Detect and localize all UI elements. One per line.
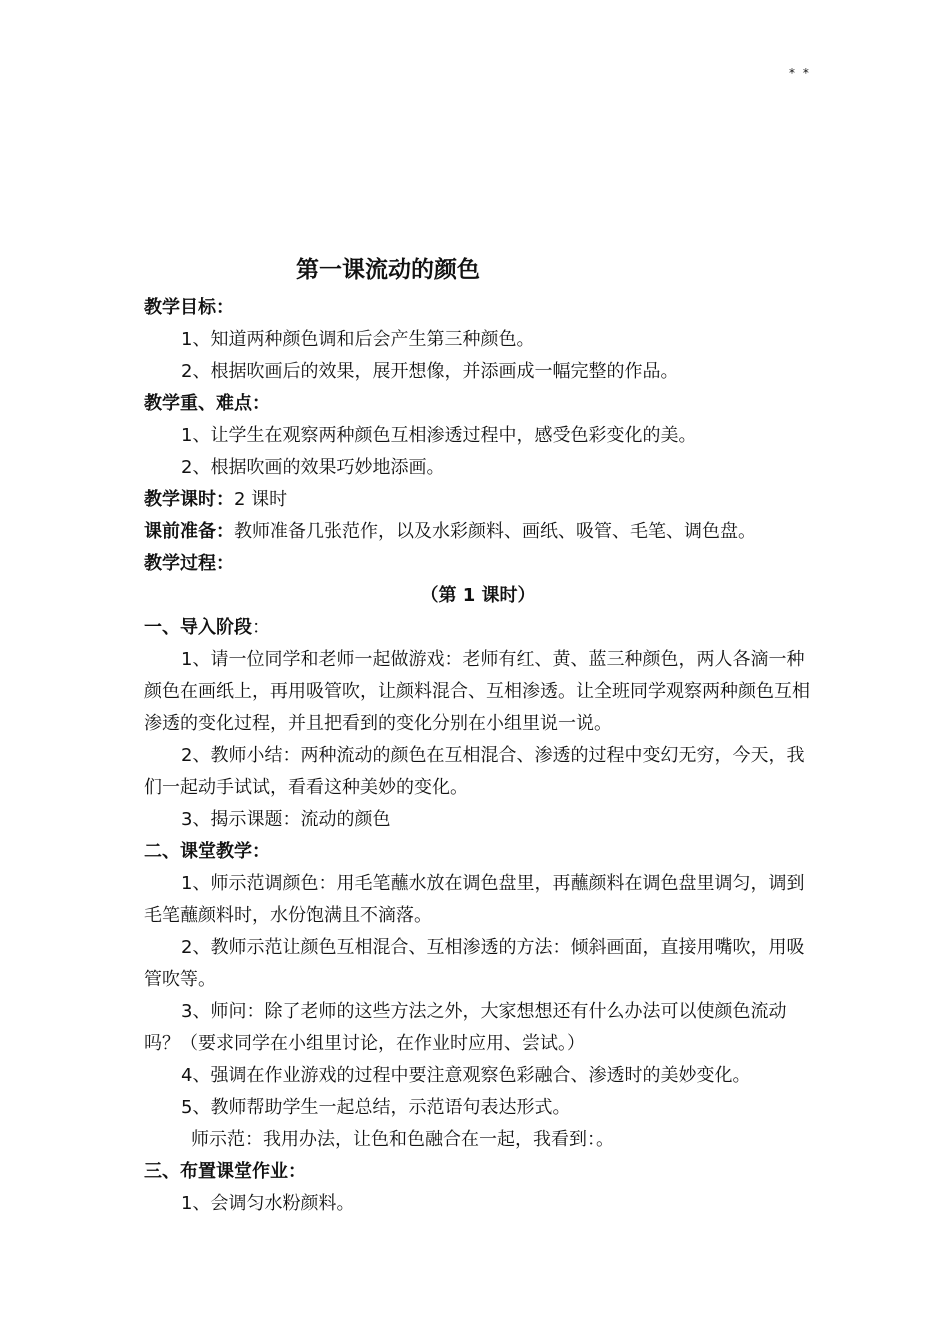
part2-item: 4、强调在作业游戏的过程中要注意观察色彩融合、渗透时的美妙变化。 — [181, 1065, 751, 1086]
prep-line — [144, 516, 812, 548]
lesson-label: （第 1 课时） — [420, 585, 536, 606]
key-point-item: 1、让学生在观察两种颜色互相渗透过程中，感受色彩变化的美。 — [181, 425, 697, 446]
part2-item: 1、师示范调颜色：用毛笔蘸水放在调色盘里，再蘸颜料在调色盘里调匀，调到毛笔蘸颜料时，水份饱满且不滴落。 — [144, 873, 805, 926]
header-mark: * * — [789, 66, 811, 80]
part1-heading-suffix: ： — [252, 617, 270, 638]
hours-label: 教学课时： — [144, 489, 234, 510]
page-title: 第一课流动的颜色 — [296, 257, 480, 283]
key-point-item: 2、根据吹画的效果巧妙地添画。 — [181, 457, 445, 478]
process-heading: 教学过程： — [144, 553, 234, 574]
goals-heading: 教学目标： — [144, 297, 234, 318]
part2-heading: 二、课堂教学： — [144, 841, 270, 862]
goal-item: 1、知道两种颜色调和后会产生第三种颜色。 — [181, 329, 535, 350]
key-points-heading: 教学重、难点： — [144, 393, 270, 414]
part1-item: 1、请一位同学和老师一起做游戏：老师有红、黄、蓝三种颜色，两人各滴一种颜色在画纸上，再用吸管吹，让颜料混合、互相渗透。让全班同学观察两种颜色互相渗透的变化过程，并且把看到的变化分别在小组里说一说。 — [144, 649, 810, 734]
part1-item: 3、揭示课题：流动的颜色 — [181, 809, 391, 830]
prep-label: 课前准备： — [144, 521, 234, 542]
part1-heading-line — [144, 612, 812, 644]
goal-item: 2、根据吹画后的效果，展开想像，并添画成一幅完整的作品。 — [181, 361, 679, 382]
hours-value: 2 课时 — [234, 489, 288, 510]
part2-item: 2、教师示范让颜色互相混合、互相渗透的方法：倾斜画面，直接用嘴吹，用吸管吹等。 — [144, 937, 805, 990]
part3-item: 1、会调匀水粉颜料。 — [181, 1193, 355, 1214]
part2-item: 5、教师帮助学生一起总结，示范语句表达形式。 — [181, 1097, 571, 1118]
prep-value: 教师准备几张范作，以及水彩颜料、画纸、吸管、毛笔、调色盘。 — [234, 521, 756, 542]
part2-item: 3、师问：除了老师的这些方法之外，大家想想还有什么办法可以使颜色流动吗？（要求同学在小组里讨论，在作业时应用、尝试。） — [144, 1001, 787, 1054]
part3-heading: 三、布置课堂作业： — [144, 1161, 306, 1182]
hours-line — [144, 484, 812, 516]
document-body — [144, 292, 812, 1220]
part1-item: 2、教师小结：两种流动的颜色在互相混合、渗透的过程中变幻无穷，今天，我们一起动手试试，看看这种美妙的变化。 — [144, 745, 805, 798]
part1-heading: 一、导入阶段 — [144, 617, 252, 638]
part2-demo: 师示范：我用办法，让色和色融合在一起，我看到：。 — [191, 1129, 614, 1150]
